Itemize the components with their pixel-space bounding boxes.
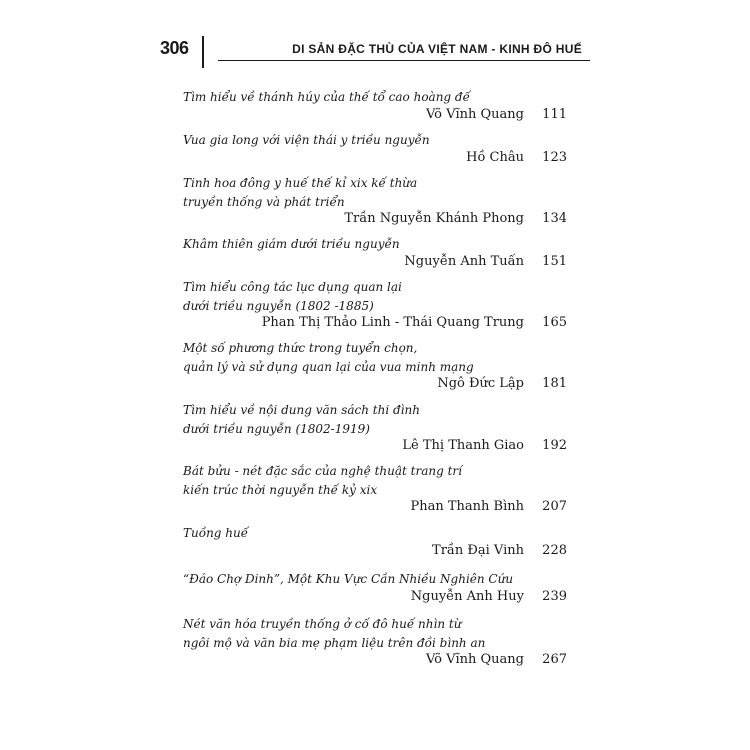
toc-author: Võ Vĩnh Quang xyxy=(425,652,524,667)
page-header xyxy=(160,36,590,66)
toc-title: Tìm hiểu về nội dung văn sách thi đình dưới triều nguyễn (1802-1919) xyxy=(183,403,420,436)
toc-page: 267 xyxy=(542,652,567,667)
toc-page: 151 xyxy=(542,254,567,269)
toc-page: 192 xyxy=(542,438,567,453)
toc-entry xyxy=(183,131,567,171)
toc-page: 134 xyxy=(542,211,567,226)
toc-title: Tuồng huế xyxy=(183,526,249,540)
toc-title: Vua gia long với viện thái y triều nguyễn xyxy=(183,133,430,147)
toc-page: 123 xyxy=(542,150,567,165)
toc-entry xyxy=(183,278,567,336)
toc-title: Khâm thiên giám dưới triều nguyễn xyxy=(183,237,400,251)
toc-entry xyxy=(183,570,567,610)
toc-author: Lê Thị Thanh Giao xyxy=(402,438,524,453)
toc-page: 239 xyxy=(542,589,567,604)
page-number: 306 xyxy=(160,38,189,58)
toc-title: Tinh hoa đông y huế thế kỉ xix kế thừa truyền thống và phát triển xyxy=(183,176,418,209)
toc-page: 181 xyxy=(542,376,567,391)
toc-entry xyxy=(183,462,567,520)
toc-entry xyxy=(183,615,567,673)
toc-author: Hồ Châu xyxy=(466,150,524,165)
header-rule xyxy=(218,60,590,61)
toc-author: Trần Đại Vinh xyxy=(432,543,524,558)
toc-title: “Đáo Chợ Dinh”, Một Khu Vực Cần Nhiều Nghiên Cứu xyxy=(183,572,514,586)
toc-author: Ngô Đức Lập xyxy=(437,376,524,391)
toc-author: Võ Vĩnh Quang xyxy=(425,107,524,122)
toc-author: Nguyễn Anh Huy xyxy=(410,589,524,604)
toc-title: Một số phương thức trong tuyển chọn, quản lý và sử dụng quan lại của vua minh mạng xyxy=(183,341,474,374)
toc-entry xyxy=(183,401,567,459)
toc-page: 111 xyxy=(542,107,567,122)
toc-page: 228 xyxy=(542,543,567,558)
running-title: DI SẢN ĐẶC THÙ CỦA VIỆT NAM - KINH ĐÔ HUẾ xyxy=(292,42,582,56)
header-divider-vertical xyxy=(202,36,204,68)
toc-author: Phan Thanh Bình xyxy=(410,499,524,514)
toc-entry xyxy=(183,174,567,232)
toc-entry xyxy=(183,235,567,275)
toc-title: Tìm hiểu công tác lục dụng quan lại dưới triều nguyễn (1802 -1885) xyxy=(183,280,402,313)
toc-title: Bát bửu - nét đặc sắc của nghệ thuật trang trí kiến trúc thời nguyễn thế kỷ xix xyxy=(183,464,462,497)
toc-entry xyxy=(183,88,567,128)
toc-title: Tìm hiểu về thánh húy của thế tổ cao hoàng đế xyxy=(183,90,470,104)
toc-entry xyxy=(183,339,567,397)
toc-author: Trần Nguyễn Khánh Phong xyxy=(344,211,524,226)
toc-author: Nguyễn Anh Tuấn xyxy=(404,254,524,269)
toc-entry xyxy=(183,524,567,564)
toc-author: Phan Thị Thảo Linh - Thái Quang Trung xyxy=(261,315,524,330)
toc-page: 165 xyxy=(542,315,567,330)
toc-title: Nét văn hóa truyền thống ở cố đô huế nhìn từ ngôi mộ và văn bia mẹ phạm liệu trên đồi bình an xyxy=(183,617,486,650)
toc-page: 207 xyxy=(542,499,567,514)
